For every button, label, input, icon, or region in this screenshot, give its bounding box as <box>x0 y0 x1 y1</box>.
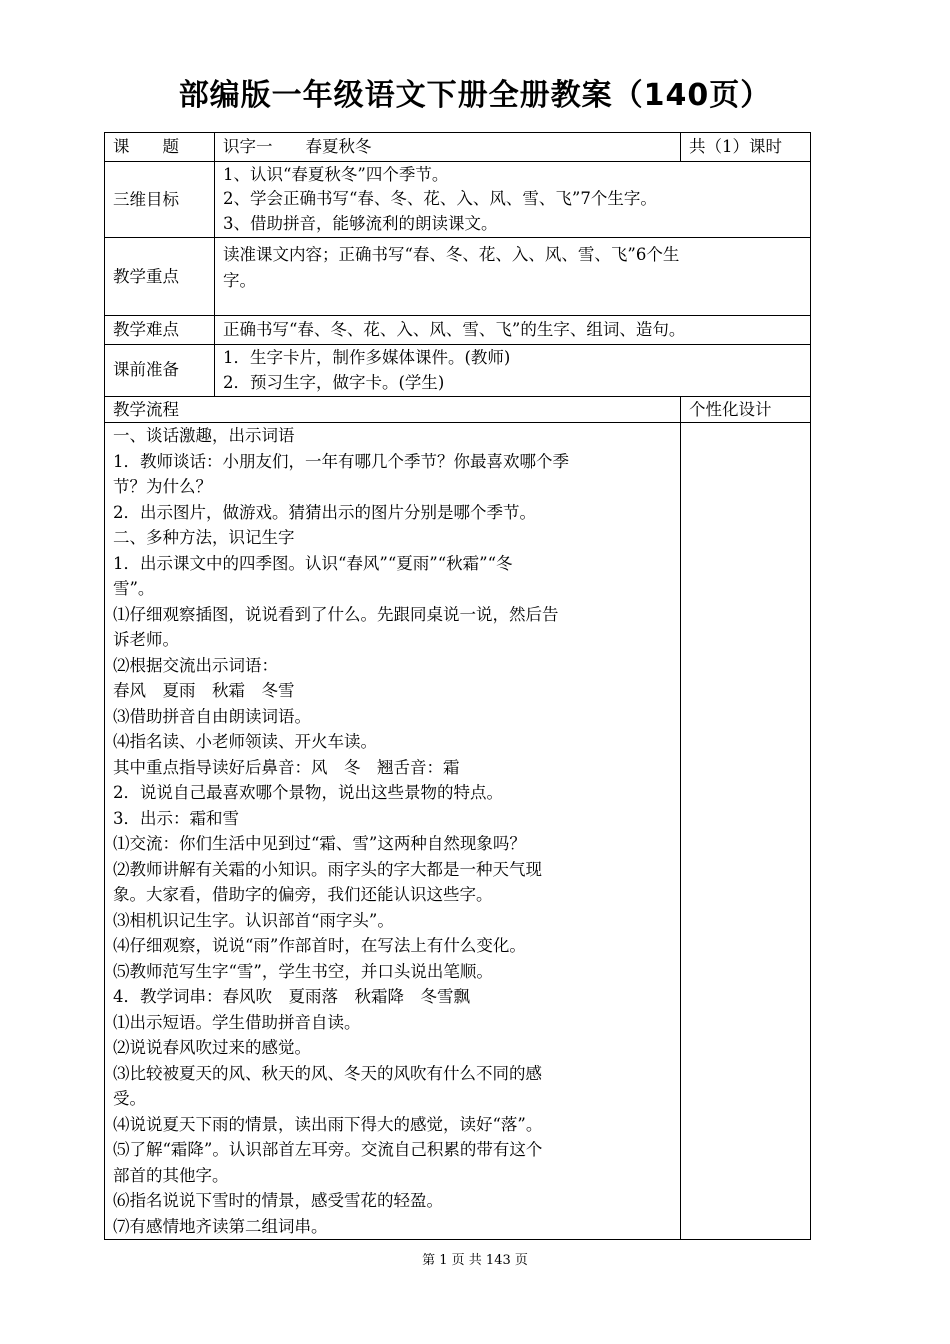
process-line: ⑷指名读、小老师领读、开火车读。 <box>113 732 377 751</box>
personal-design-label: 个性化设计 <box>681 396 811 423</box>
key-points-row <box>105 238 811 316</box>
process-line: 3．出示：霜和雪 <box>113 808 239 828</box>
process-line: 4．教学词串：春风吹 夏雨落 秋霜降 冬雪飘 <box>113 987 470 1006</box>
process-label: 教学流程 <box>105 396 681 423</box>
process-line: ⑶比较被夏天的风、秋天的风、冬天的风吹有什么不同的感 <box>113 1063 542 1083</box>
process-line: ⑵教师讲解有关霜的小知识。雨字头的字大都是一种天气现 <box>113 859 542 879</box>
goals-label: 三维目标 <box>105 161 215 238</box>
process-row <box>105 423 811 1240</box>
process-line: ⑵说说春风吹过来的感觉。 <box>113 1038 311 1057</box>
prep-content <box>215 344 811 396</box>
process-line: 2．出示图片，做游戏。猜猜出示的图片分别是哪个季节。 <box>113 502 536 522</box>
process-line: ⑴仔细观察插图，说说看到了什么。先跟同桌说一说，然后告 <box>113 604 559 624</box>
process-line: 节？为什么？ <box>113 477 212 496</box>
topic-label: 课 题 <box>105 133 215 162</box>
lesson-hours: 共（1）课时 <box>681 133 811 162</box>
goals-content <box>215 161 811 238</box>
process-line: ⑸教师范写生字“雪”，学生书空，并口头说出笔顺。 <box>113 961 493 981</box>
goal-item: 1、认识“春夏秋冬”四个季节。 <box>223 164 449 184</box>
process-line: ⑴交流：你们生活中见到过“霜、雪”这两种自然现象吗？ <box>113 834 526 853</box>
process-line: 1．教师谈话：小朋友们，一年有哪几个季节？你最喜欢哪个季 <box>113 451 569 471</box>
prep-item: 2．预习生字，做字卡。(学生) <box>223 373 445 392</box>
key-point-line: 字。 <box>223 270 256 290</box>
goal-item: 2、学会正确书写“春、冬、花、入、风、雪、飞”7个生字。 <box>223 189 657 208</box>
process-content <box>105 423 681 1240</box>
process-line: 其中重点指导读好后鼻音：风 冬 翘舌音：霜 <box>113 757 460 777</box>
process-line: ⑷仔细观察，说说“雨”作部首时，在写法上有什么变化。 <box>113 936 526 955</box>
key-points-label: 教学重点 <box>105 238 215 316</box>
prep-item: 1．生字卡片，制作多媒体课件。(教师) <box>223 347 511 367</box>
process-line: 受。 <box>113 1089 146 1108</box>
difficulty-label: 教学难点 <box>105 316 215 345</box>
header-row <box>105 133 811 162</box>
key-points-content <box>215 238 811 316</box>
key-point-line: 读准课文内容；正确书写“春、冬、花、入、风、雪、飞”6个生 <box>223 245 680 264</box>
difficulty-row <box>105 316 811 345</box>
process-line: 部首的其他字。 <box>113 1165 229 1185</box>
process-line: 2．说说自己最喜欢哪个景物，说出这些景物的特点。 <box>113 783 503 802</box>
process-header-row <box>105 396 811 423</box>
prep-label: 课前准备 <box>105 344 215 396</box>
process-line: 雪”。 <box>113 579 155 598</box>
process-line: 象。大家看，借助字的偏旁，我们还能认识这些字。 <box>113 885 493 904</box>
process-line: ⑶相机识记生字。认识部首“雨字头”。 <box>113 910 394 930</box>
document-title: 部编版一年级语文下册全册教案（140页） <box>178 78 772 113</box>
process-line: 二、多种方法，识记生字 <box>113 528 295 547</box>
process-line: ⑶借助拼音自由朗读词语。 <box>113 706 311 726</box>
process-line: 一、谈话激趣，出示词语 <box>113 426 295 445</box>
process-line: 诉老师。 <box>113 630 179 649</box>
process-line: 春风 夏雨 秋霜 冬雪 <box>113 681 295 700</box>
difficulty-content: 正确书写“春、冬、花、入、风、雪、飞”的生字、组词、造句。 <box>215 316 811 345</box>
goals-row <box>105 161 811 238</box>
lesson-plan-table <box>104 132 811 1240</box>
process-line: ⑺有感情地齐读第二组词串。 <box>113 1216 328 1236</box>
lesson-title: 识字一 春夏秋冬 <box>215 133 681 162</box>
process-line: ⑴出示短语。学生借助拼音自读。 <box>113 1012 361 1032</box>
process-line: 1．出示课文中的四季图。认识“春风”“夏雨”“秋霜”“冬 <box>113 553 513 573</box>
process-line: ⑹指名说说下雪时的情景，感受雪花的轻盈。 <box>113 1191 443 1210</box>
goal-item: 3、借助拼音，能够流利的朗读课文。 <box>223 213 498 233</box>
prep-row <box>105 344 811 396</box>
page-footer: 第 1 页 共 143 页 <box>422 1253 528 1268</box>
process-line: ⑷说说夏天下雨的情景，读出雨下得大的感觉，读好“落”。 <box>113 1114 543 1134</box>
process-line: ⑵根据交流出示词语： <box>113 655 278 675</box>
process-line: ⑸了解“霜降”。认识部首左耳旁。交流自己积累的带有这个 <box>113 1140 543 1159</box>
personal-design-cell <box>681 423 811 1240</box>
